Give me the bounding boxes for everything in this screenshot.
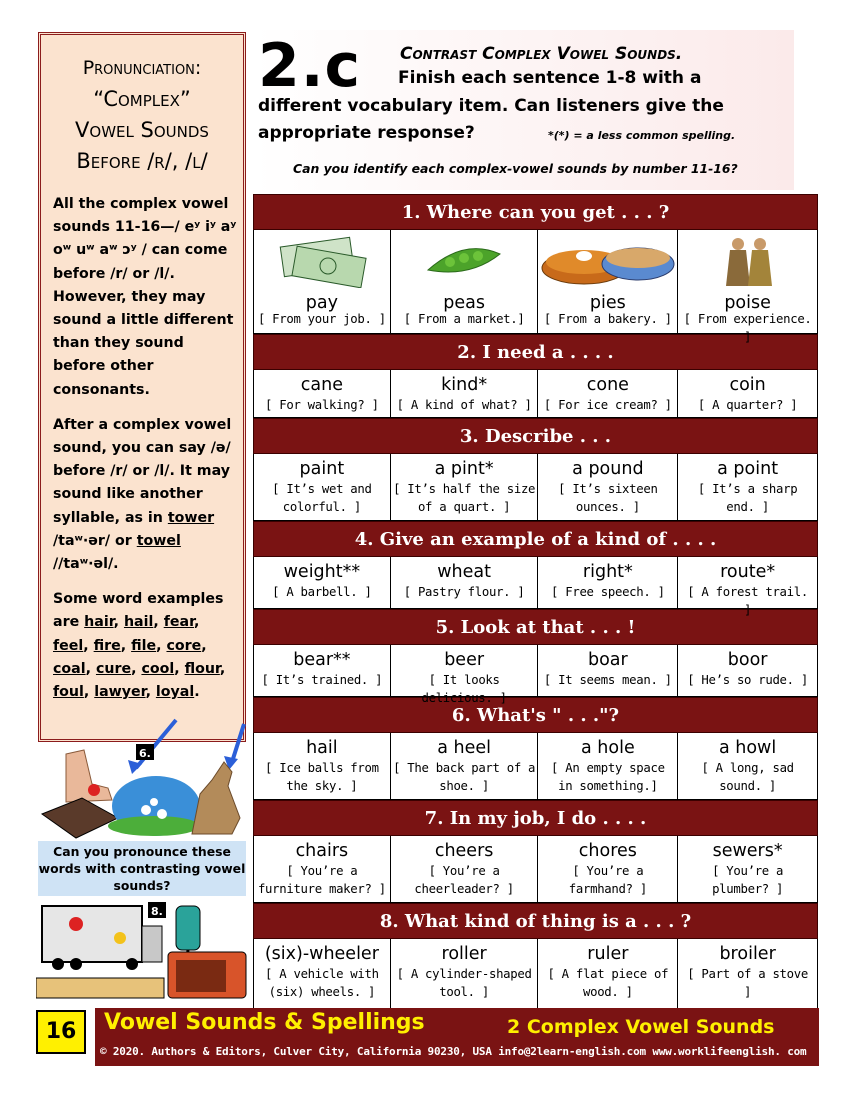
vocabulary-cell <box>538 230 678 334</box>
response-hint: [ You’re a plumber? ] <box>712 864 784 896</box>
vocabulary-cell <box>538 454 678 521</box>
vocabulary-row <box>253 557 818 617</box>
vocabulary-word: paint <box>299 459 345 479</box>
vocabulary-word: broiler <box>719 944 776 964</box>
vocabulary-cell <box>538 557 678 609</box>
response-hint: [ A vehicle with (six) wheels. ] <box>265 967 379 999</box>
vocabulary-word: a pound <box>572 459 644 479</box>
fruit-icon <box>114 932 126 944</box>
vocabulary-word: chairs <box>295 841 349 861</box>
ruler-icon <box>36 978 164 998</box>
hailstone-icon <box>157 809 167 819</box>
section-heading: 8. What kind of thing is a . . . ? <box>253 903 818 939</box>
howling-wolf-icon <box>192 762 240 834</box>
instruction-line: Finish each sentence 1-8 with a <box>398 68 702 88</box>
foot-heel-icon <box>66 750 112 802</box>
vocabulary-cell <box>678 645 818 697</box>
example-word: flour <box>184 660 220 677</box>
vocabulary-cell <box>391 370 539 418</box>
ipa-text: //taʷ·əl/. <box>53 556 119 573</box>
response-hint: [ A forest trail. ] <box>687 585 808 617</box>
response-hint: [ It’s half the size of a quart. ] <box>393 482 536 514</box>
vocabulary-cell <box>254 836 391 903</box>
example-word: foul <box>53 684 84 701</box>
vocabulary-cell <box>391 645 539 705</box>
sidebar-title-line: Before /r/, /l/ <box>76 149 208 173</box>
response-hint: [ From your job. ] <box>257 312 386 326</box>
hole-icon <box>42 798 118 838</box>
illustration-group-8 <box>36 898 250 1002</box>
pies-icon <box>538 234 678 288</box>
money-bills-icon <box>272 234 372 288</box>
apple-icon <box>69 917 83 931</box>
footer-copyright: © 2020. Authors & Editors, Culver City, California 90230, USA info@2learn-english.com www.worklifeenglish. com <box>100 1045 807 1058</box>
response-hint: [ He’s so rude. ] <box>687 673 808 687</box>
section-heading: 4. Give an example of a kind of . . . . <box>253 521 818 557</box>
response-hint: [ It seems mean. ] <box>543 673 672 687</box>
wheel-icon <box>70 958 82 970</box>
vocabulary-word: pies <box>589 293 626 313</box>
vocabulary-word: cane <box>300 375 343 395</box>
vocabulary-word: chores <box>578 841 637 861</box>
response-hint: [ A quarter? ] <box>697 398 798 412</box>
response-hint: [ It looks delicious. ] <box>421 673 507 705</box>
vocabulary-row <box>253 454 818 521</box>
response-hint: [ For walking? ] <box>265 398 379 412</box>
vocabulary-cell <box>391 939 539 1009</box>
example-word: file <box>131 637 157 654</box>
hailstone-icon <box>150 798 158 806</box>
sidebar-paragraph <box>53 588 239 704</box>
response-hint: [ From a bakery. ] <box>543 312 672 326</box>
ipa-text: /taʷ·ər/ or <box>53 532 132 549</box>
vocabulary-cell <box>538 939 678 1009</box>
pronounce-question-box: Can you pronounce these words with contrasting vowel sounds? <box>38 841 246 896</box>
example-word: cure <box>95 660 132 677</box>
vocabulary-row <box>253 370 818 418</box>
vocabulary-word: boar <box>587 650 628 670</box>
vocabulary-cell <box>391 733 539 800</box>
vocabulary-cell <box>538 836 678 903</box>
sidebar-title <box>41 53 243 177</box>
example-word: hail <box>123 614 154 631</box>
response-hint: [ The back part of a shoe. ] <box>393 761 536 793</box>
vocabulary-cell <box>678 370 818 418</box>
vocabulary-word: boor <box>727 650 768 670</box>
instruction-line: different vocabulary item. Can listeners give the <box>258 96 724 116</box>
paint-roller-icon <box>176 906 200 950</box>
wheel-icon <box>52 958 64 970</box>
section-heading: 1. Where can you get . . . ? <box>253 194 818 230</box>
sidebar-text: After a complex vowel sound, you can say /ə/ before /r/ or /l/. It may sound like another syllable, as in <box>53 416 232 526</box>
vocabulary-word: (six)-wheeler <box>264 944 379 964</box>
response-hint: [ A cylinder-shaped tool. ] <box>396 967 532 999</box>
vocabulary-cell <box>678 939 818 1009</box>
example-word: fire <box>93 637 121 654</box>
response-hint: [ It’s trained. ] <box>261 673 383 687</box>
truck-cab-icon <box>142 926 162 962</box>
response-hint: [ It’s sixteen ounces. ] <box>558 482 658 514</box>
vocabulary-row <box>253 836 818 903</box>
vocabulary-word: roller <box>441 944 487 964</box>
response-hint: [ A flat piece of wood. ] <box>547 967 669 999</box>
hailstone-icon <box>141 805 151 815</box>
vocabulary-row <box>253 230 818 344</box>
response-hint: [ Part of a stove ] <box>687 967 808 999</box>
vocabulary-word: cone <box>586 375 629 395</box>
vocabulary-cell <box>678 733 818 800</box>
vocabulary-word: cheers <box>434 841 494 861</box>
example-word: cool <box>141 660 175 677</box>
vocabulary-cell <box>254 557 391 609</box>
example-word: feel <box>53 637 84 654</box>
vocabulary-cell <box>254 645 391 697</box>
vocabulary-cell <box>391 836 539 903</box>
vocabulary-word: a pint* <box>434 459 494 479</box>
response-hint: [ Free speech. ] <box>551 585 665 599</box>
vocabulary-cell <box>678 557 818 617</box>
vocabulary-word: right* <box>582 562 633 582</box>
exercise-number: 2.c <box>258 31 362 101</box>
vocabulary-cell <box>538 645 678 697</box>
section-heading: 6. What's " . . ."? <box>253 697 818 733</box>
response-hint: [ From a market.] <box>403 312 525 326</box>
vocabulary-row <box>253 645 818 705</box>
grass-icon <box>108 816 200 836</box>
vocabulary-cell <box>254 454 391 521</box>
peas-pod-icon <box>414 234 514 288</box>
identify-question: Can you identify each complex-vowel sounds by number 11-16? <box>293 161 738 176</box>
response-hint: [ You’re a farmhand? ] <box>568 864 647 896</box>
sidebar-title-line: Vowel Sounds <box>75 118 209 142</box>
response-hint: [ A kind of what? ] <box>396 398 532 412</box>
response-hint: [ Ice balls from the sky. ] <box>265 761 379 793</box>
vocabulary-word: route* <box>720 562 776 582</box>
vocabulary-word: kind* <box>441 375 488 395</box>
section-heading: 5. Look at that . . . ! <box>253 609 818 645</box>
example-word: lawyer <box>94 684 146 701</box>
vocabulary-word: wheat <box>437 562 491 582</box>
response-hint: [ You’re a cheerleader? ] <box>414 864 514 896</box>
example-word: towel <box>136 532 181 549</box>
pronunciation-sidebar <box>38 32 246 742</box>
vocabulary-row <box>253 733 818 800</box>
vocabulary-row <box>253 939 818 1009</box>
example-word: core <box>166 637 202 654</box>
example-word: tower <box>167 509 215 526</box>
vocabulary-word: a heel <box>437 738 491 758</box>
instruction-line: appropriate response? <box>258 123 475 143</box>
response-hint: [ An empty space in something.] <box>551 761 665 793</box>
vocabulary-cell <box>391 230 539 334</box>
example-word: fear <box>163 614 194 631</box>
vocabulary-cell <box>391 454 539 521</box>
vocabulary-cell <box>678 230 818 344</box>
sidebar-paragraph: All the complex vowel sounds 11-16—/ eʸ iʸ aʸ oʷ uʷ aʷ ɔʸ / can come before /r/ or /l/. However, they may sound a little different than they sound before other consonants. <box>53 196 237 398</box>
poised-women-icon <box>698 234 798 288</box>
vocabulary-table <box>253 194 818 1009</box>
example-word: hair <box>84 614 114 631</box>
vocabulary-cell <box>254 230 391 334</box>
figure-label-6: 6. <box>139 747 151 760</box>
sidebar-title-line: Pronunciation: <box>82 57 202 79</box>
heel-spot-icon <box>88 784 100 796</box>
footer-unit-title: 2 Complex Vowel Sounds <box>507 1016 775 1038</box>
response-hint: [ A barbell. ] <box>272 585 372 599</box>
vocabulary-cell <box>678 454 818 521</box>
section-heading: 2. I need a . . . . <box>253 334 818 370</box>
response-hint: [ It’s a sharp end. ] <box>697 482 798 514</box>
vocabulary-word: beer <box>444 650 485 670</box>
vocabulary-word: coin <box>729 375 766 395</box>
vocabulary-word: peas <box>443 293 485 313</box>
vocabulary-cell <box>254 733 391 800</box>
footer-title: Vowel Sounds & Spellings <box>104 1010 425 1035</box>
arrow-icon <box>232 724 244 762</box>
sidebar-text: Some word examples are <box>53 591 224 631</box>
vocabulary-word: bear** <box>293 650 351 670</box>
vocabulary-word: hail <box>306 738 338 758</box>
sidebar-paragraph <box>53 414 239 576</box>
vocabulary-word: ruler <box>587 944 629 964</box>
section-heading: 7. In my job, I do . . . . <box>253 800 818 836</box>
vocabulary-word: weight** <box>283 562 361 582</box>
response-hint: [ Pastry flour. ] <box>403 585 525 599</box>
response-hint: [ From experience. ] <box>683 312 812 344</box>
vocabulary-word: sewers* <box>712 841 783 861</box>
vocabulary-word: pay <box>305 293 338 313</box>
response-hint: [ For ice cream? ] <box>543 398 672 412</box>
vocabulary-cell <box>254 370 391 418</box>
illustration-group-6 <box>36 714 250 842</box>
spelling-note: *(*) = a less common spelling. <box>548 129 736 142</box>
sidebar-body <box>53 193 239 716</box>
response-hint: [ A long, sad sound. ] <box>701 761 794 793</box>
vocabulary-word: a point <box>717 459 779 479</box>
vocabulary-cell <box>254 939 391 1009</box>
vocabulary-word: poise <box>724 293 771 313</box>
response-hint: [ You’re a furniture maker? ] <box>257 864 386 896</box>
vocabulary-cell <box>538 733 678 800</box>
vocabulary-cell <box>538 370 678 418</box>
oven-window-icon <box>176 960 226 992</box>
response-hint: [ It’s wet and colorful. ] <box>272 482 372 514</box>
exercise-title: Contrast Complex Vowel Sounds. <box>400 44 683 64</box>
sidebar-title-line: “Complex” <box>93 87 191 111</box>
vocabulary-word: a hole <box>581 738 635 758</box>
vocabulary-cell <box>391 557 539 609</box>
vocabulary-word: a howl <box>718 738 777 758</box>
wheel-icon <box>126 958 138 970</box>
example-word: coal <box>53 660 86 677</box>
page-number: 16 <box>36 1010 86 1054</box>
example-word-list: hair, hail, fear, feel, fire, file, core, coal, cure, cool, flour, foul, lawyer, loyal. <box>53 614 226 701</box>
example-word: loyal <box>155 684 195 701</box>
figure-label-8: 8. <box>151 905 163 918</box>
truck-icon <box>42 906 142 962</box>
section-heading: 3. Describe . . . <box>253 418 818 454</box>
vocabulary-cell <box>678 836 818 903</box>
